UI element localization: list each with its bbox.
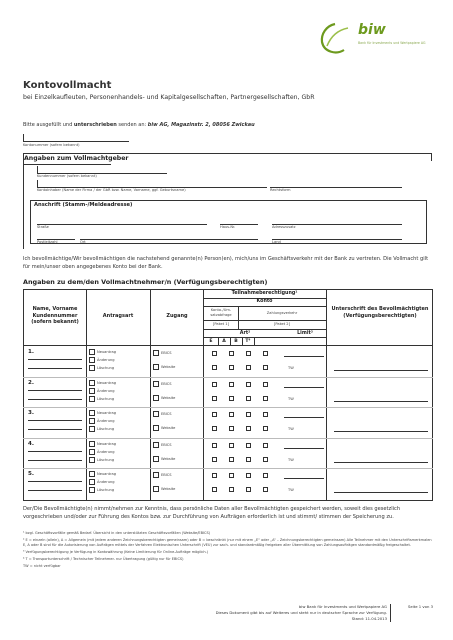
row-number: 4. — [28, 440, 35, 447]
konto-umsatz-header: Konto-/Um-satzabfrage — [210, 308, 232, 317]
website-permission-checkbox-2[interactable] — [229, 487, 234, 492]
kontonummer-label: Kontonummer (sofern bekannt) — [23, 143, 80, 147]
ort-label: Ort — [80, 240, 86, 244]
permission-checkbox-3[interactable] — [246, 351, 251, 356]
tw-label: TW — [288, 457, 294, 462]
neuantrag-label: Neuantrag — [97, 441, 117, 446]
row-name-field[interactable] — [28, 451, 82, 452]
limit-header: Limit³ — [297, 331, 313, 336]
limit-field[interactable] — [284, 448, 324, 449]
loeschung-label: Löschung — [97, 427, 115, 431]
loeschung-checkbox[interactable] — [89, 396, 95, 402]
ebics-checkbox[interactable] — [153, 442, 159, 448]
signature-field[interactable] — [334, 401, 428, 402]
website-permission-checkbox-1[interactable] — [212, 396, 217, 401]
limit-field[interactable] — [284, 478, 324, 479]
website-permission-checkbox-3[interactable] — [246, 426, 251, 431]
row-divider — [23, 438, 433, 439]
website-label: Website — [161, 456, 176, 461]
tw-label: TW — [288, 488, 294, 492]
row-divider — [23, 468, 433, 469]
signature-field[interactable] — [334, 370, 428, 371]
permission-checkbox-3[interactable] — [246, 412, 251, 417]
neuantrag-label: Neuantrag — [97, 472, 117, 476]
website-label: Website — [161, 426, 176, 430]
kontoinhaber-label: Kontoinhaber (Name der Firma / der GbR bzw. Name, Vorname, ggf. Geburtsname) — [37, 188, 186, 192]
tw-label: TW — [288, 396, 294, 401]
footnote-4: ⁴ T = Transportunterschrift / Technischer Teilnehmer- nur Übertragung (gültig nur für EBICS) — [23, 557, 184, 561]
aenderung-label: Änderung — [97, 449, 115, 454]
permission-checkbox-1[interactable] — [212, 473, 217, 478]
row-customer-field[interactable] — [28, 368, 82, 369]
ebics-label: EBICS — [161, 351, 172, 355]
tw-label: TW — [288, 427, 294, 431]
kontonummer-marker — [23, 134, 24, 141]
row-customer-field[interactable] — [28, 399, 82, 400]
land-label: Land — [272, 240, 281, 244]
ebics-checkbox[interactable] — [153, 472, 159, 478]
art-col-t: T⁴ — [245, 338, 251, 344]
footnote-5: TW = nicht verfügbar — [23, 564, 61, 568]
row-number: 5. — [28, 471, 35, 477]
page-title: Kontovollmacht — [23, 80, 112, 91]
loeschung-label: Löschung — [97, 366, 115, 370]
ebics-label: EBICS — [161, 412, 172, 416]
neuantrag-label: Neuantrag — [97, 411, 117, 415]
permission-checkbox-2[interactable] — [229, 412, 234, 417]
aenderung-checkbox[interactable] — [89, 388, 95, 394]
website-permission-checkbox-2[interactable] — [229, 396, 234, 401]
footer-date: Stand: 11.04.2013 — [351, 616, 387, 621]
row-name-field[interactable] — [28, 390, 82, 391]
col-zugang-header: Zugang — [166, 313, 188, 319]
data-storage-paragraph: Der/Die Bevollmächtigte(n) nimmt/nehmen zur Kenntnis, dass persönliche Daten aller Bevollmächtigten gespeichert werden, soweit dies gesetzlich vorgeschrieben und/oder zur Führung des Kontos bzw. zur Durchführung von Aufträgen erforderlich ist und stimmt/ stimmen der Speicherung zu. — [23, 506, 401, 520]
page-subtitle: bei Einzelkaufleuten, Personenhandels- und Kapitalgesellschaften, Partnergesellschaften, GbR — [23, 94, 315, 101]
ebics-checkbox[interactable] — [153, 381, 159, 387]
art-col-a: A — [222, 338, 226, 344]
row-name-field[interactable] — [28, 481, 82, 482]
footnotes — [23, 531, 433, 569]
website-permission-checkbox-4[interactable] — [263, 487, 268, 492]
website-checkbox[interactable] — [153, 456, 159, 462]
loeschung-checkbox[interactable] — [89, 487, 95, 493]
limit-field[interactable] — [284, 387, 324, 388]
website-permission-checkbox-4[interactable] — [263, 457, 268, 462]
aenderung-checkbox[interactable] — [89, 418, 95, 424]
footer-company: biw Bank für Investments und Wertpapiere AG — [298, 604, 387, 609]
ebics-label: EBICS — [161, 473, 172, 477]
permission-checkbox-2[interactable] — [229, 473, 234, 478]
signature-field[interactable] — [334, 431, 428, 432]
permission-checkbox-1[interactable] — [212, 443, 217, 448]
loeschung-checkbox[interactable] — [89, 457, 95, 463]
footer-note: Dieses Dokument gibt bis auf Weiteres und steht nur in deutscher Sprache zur Verfügung. — [215, 610, 387, 615]
permission-checkbox-2[interactable] — [229, 443, 234, 448]
website-permission-checkbox-4[interactable] — [263, 365, 268, 370]
neuantrag-checkbox[interactable] — [89, 380, 95, 386]
konto-header: Konto — [256, 299, 273, 304]
website-checkbox[interactable] — [153, 364, 159, 370]
website-permission-checkbox-2[interactable] — [229, 426, 234, 431]
footnote-1: ¹ bzgl. Geschäftsvorfälle gemäß Bedarf. Übersicht in den unterstützten Geschäftsvorfällen (Website/EBICS) — [23, 531, 211, 535]
permission-checkbox-2[interactable] — [229, 351, 234, 356]
row-divider — [23, 377, 433, 378]
paket2-label: [Paket 2] — [273, 322, 290, 326]
kundennummer-label: Kundennummer (sofern bekannt) — [37, 174, 97, 178]
col-name-header: Name, Vorname Kundennummer (sofern bekannt) — [31, 306, 79, 325]
footnote-2: ² E = einzeln (allein), A = Allgemein (mit jedem anderen Zeichnungsberechtigten gemeinsam) oder B = beschränkt (nur mit einem „E“ oder „A“ – Zeichnungsberechtigten gemeinsam) Alle Teilnehmer mit den Unterschriftsmerkmalen E, A oder B sind für die Autorisierung von Aufträgen mittels der Verfahren Elektronischen Unterschrift (VEU) zur sach- und standardmäßig freigeben aller Übermittlung von Zahlungsaufträgen standardmäßig freigeschaltet. — [23, 538, 432, 547]
zahlungsverkehr-header: Zahlungsverkehr — [266, 311, 298, 315]
website-permission-checkbox-1[interactable] — [212, 457, 217, 462]
anschrift-heading: Anschrift (Stamm-/Meldeadresse) — [34, 202, 133, 208]
art-col-b: B — [234, 338, 238, 344]
signature-field[interactable] — [334, 462, 428, 463]
rechtsform-label: Rechtsform — [270, 188, 291, 192]
col-antragsart-header: Antragsart — [102, 313, 134, 319]
neuantrag-checkbox[interactable] — [89, 441, 95, 447]
loeschung-label: Löschung — [97, 457, 115, 462]
website-checkbox[interactable] — [153, 395, 159, 401]
permission-checkbox-3[interactable] — [246, 473, 251, 478]
website-permission-checkbox-2[interactable] — [229, 365, 234, 370]
neuantrag-checkbox[interactable] — [89, 349, 95, 355]
col-unterschrift-header: Unterschrift des Bevollmächtigten (Verfügungsberechtigten) — [331, 306, 429, 319]
hausnr-label: Haus-Nr. — [220, 225, 236, 229]
permission-checkbox-2[interactable] — [229, 382, 234, 387]
row-number: 3. — [28, 410, 35, 416]
vollmachtnehmer-heading: Angaben zu dem/den Vollmachtnehmer/n (Verfügungsberechtigten) — [23, 278, 268, 286]
aenderung-label: Änderung — [97, 358, 115, 362]
row-name-field[interactable] — [28, 420, 82, 421]
website-label: Website — [161, 487, 176, 491]
permission-checkbox-3[interactable] — [246, 443, 251, 448]
loeschung-label: Löschung — [97, 396, 115, 401]
website-label: Website — [161, 395, 176, 400]
website-permission-checkbox-3[interactable] — [246, 365, 251, 370]
footer-page: Seite 1 von 3 — [407, 604, 433, 609]
website-permission-checkbox-4[interactable] — [263, 396, 268, 401]
logo-tagline: Bank für Investments und Wertpapiere AG — [358, 41, 426, 45]
website-permission-checkbox-1[interactable] — [212, 487, 217, 492]
row-number: 2. — [28, 379, 35, 386]
row-customer-field[interactable] — [28, 429, 82, 430]
website-permission-checkbox-2[interactable] — [229, 457, 234, 462]
ebics-label: EBICS — [161, 442, 172, 447]
aenderung-label: Änderung — [97, 419, 115, 423]
website-permission-checkbox-3[interactable] — [246, 457, 251, 462]
ebics-label: EBICS — [161, 381, 172, 386]
intro-text: Bitte ausgefüllt und unterschrieben senden an: biw AG, Magazinstr. 2, 08056 Zwickau — [23, 122, 255, 128]
vollmachtgeber-heading: Angaben zum Vollmachtgeber — [24, 155, 129, 162]
limit-field[interactable] — [284, 356, 324, 357]
neuantrag-label: Neuantrag — [97, 380, 117, 385]
ebics-checkbox[interactable] — [153, 350, 159, 356]
art-header: Art² — [239, 331, 251, 336]
permission-checkbox-4[interactable] — [263, 382, 268, 387]
neuantrag-label: Neuantrag — [97, 350, 117, 354]
aenderung-checkbox[interactable] — [89, 479, 95, 485]
row-customer-field[interactable] — [28, 460, 82, 461]
footnote-3: ³ Verfügungsberechtigung je Verfügung in Kontowährung (Keine Limitierung für Online-Aufträge möglich.) — [23, 550, 209, 554]
neuantrag-checkbox[interactable] — [89, 410, 95, 416]
website-checkbox[interactable] — [153, 486, 159, 492]
ort-field[interactable] — [80, 239, 258, 240]
permission-checkbox-1[interactable] — [212, 382, 217, 387]
loeschung-checkbox[interactable] — [89, 365, 95, 371]
strasse-field[interactable] — [37, 224, 207, 225]
teilnahme-header: Teilnahmeberechtigung¹ — [231, 291, 298, 296]
website-permission-checkbox-3[interactable] — [246, 487, 251, 492]
permission-checkbox-4[interactable] — [263, 351, 268, 356]
plz-label: Postleitzahl — [37, 240, 58, 244]
neuantrag-checkbox[interactable] — [89, 471, 95, 477]
permission-checkbox-4[interactable] — [263, 412, 268, 417]
ebics-checkbox[interactable] — [153, 411, 159, 417]
company-logo — [318, 18, 430, 62]
website-permission-checkbox-1[interactable] — [212, 426, 217, 431]
website-permission-checkbox-3[interactable] — [246, 396, 251, 401]
aenderung-label: Änderung — [97, 388, 115, 393]
row-divider — [23, 407, 433, 408]
land-field[interactable] — [272, 239, 402, 240]
tw-label: TW — [288, 366, 294, 370]
logo-name: biw — [358, 22, 386, 38]
art-col-e: E — [209, 338, 213, 344]
signature-field[interactable] — [334, 492, 428, 493]
kontonummer-field[interactable] — [23, 141, 129, 142]
authorization-paragraph: Ich bevollmächtige/Wir bevollmächtigen die nachstehend genannte(n) Person(en), mich/uns im Geschäftsverkehr mit der Bank zu vertreten. Die Vollmacht gilt für mein/unser oben angegebenes Konto bei der Bank. — [23, 256, 429, 270]
permission-checkbox-4[interactable] — [263, 443, 268, 448]
paket1-label: [Paket 1] — [212, 322, 229, 326]
row-customer-field[interactable] — [28, 490, 82, 491]
logo-mark-icon — [318, 22, 352, 56]
strasse-label: Straße — [37, 225, 49, 229]
aenderung-checkbox[interactable] — [89, 357, 95, 363]
loeschung-checkbox[interactable] — [89, 426, 95, 432]
permission-checkbox-1[interactable] — [212, 351, 217, 356]
permission-checkbox-1[interactable] — [212, 412, 217, 417]
website-label: Website — [161, 365, 176, 369]
limit-field[interactable] — [284, 417, 324, 418]
permission-checkbox-3[interactable] — [246, 382, 251, 387]
row-name-field[interactable] — [28, 359, 82, 360]
aenderung-checkbox[interactable] — [89, 449, 95, 455]
aenderung-label: Änderung — [97, 480, 115, 484]
website-checkbox[interactable] — [153, 425, 159, 431]
website-permission-checkbox-4[interactable] — [263, 426, 268, 431]
permission-checkbox-4[interactable] — [263, 473, 268, 478]
row-number: 1. — [28, 349, 35, 355]
vollmachtgeber-top-rule — [23, 153, 431, 154]
loeschung-label: Löschung — [97, 488, 115, 492]
website-permission-checkbox-1[interactable] — [212, 365, 217, 370]
adresszusatz-label: Adresszusatz — [272, 225, 296, 229]
